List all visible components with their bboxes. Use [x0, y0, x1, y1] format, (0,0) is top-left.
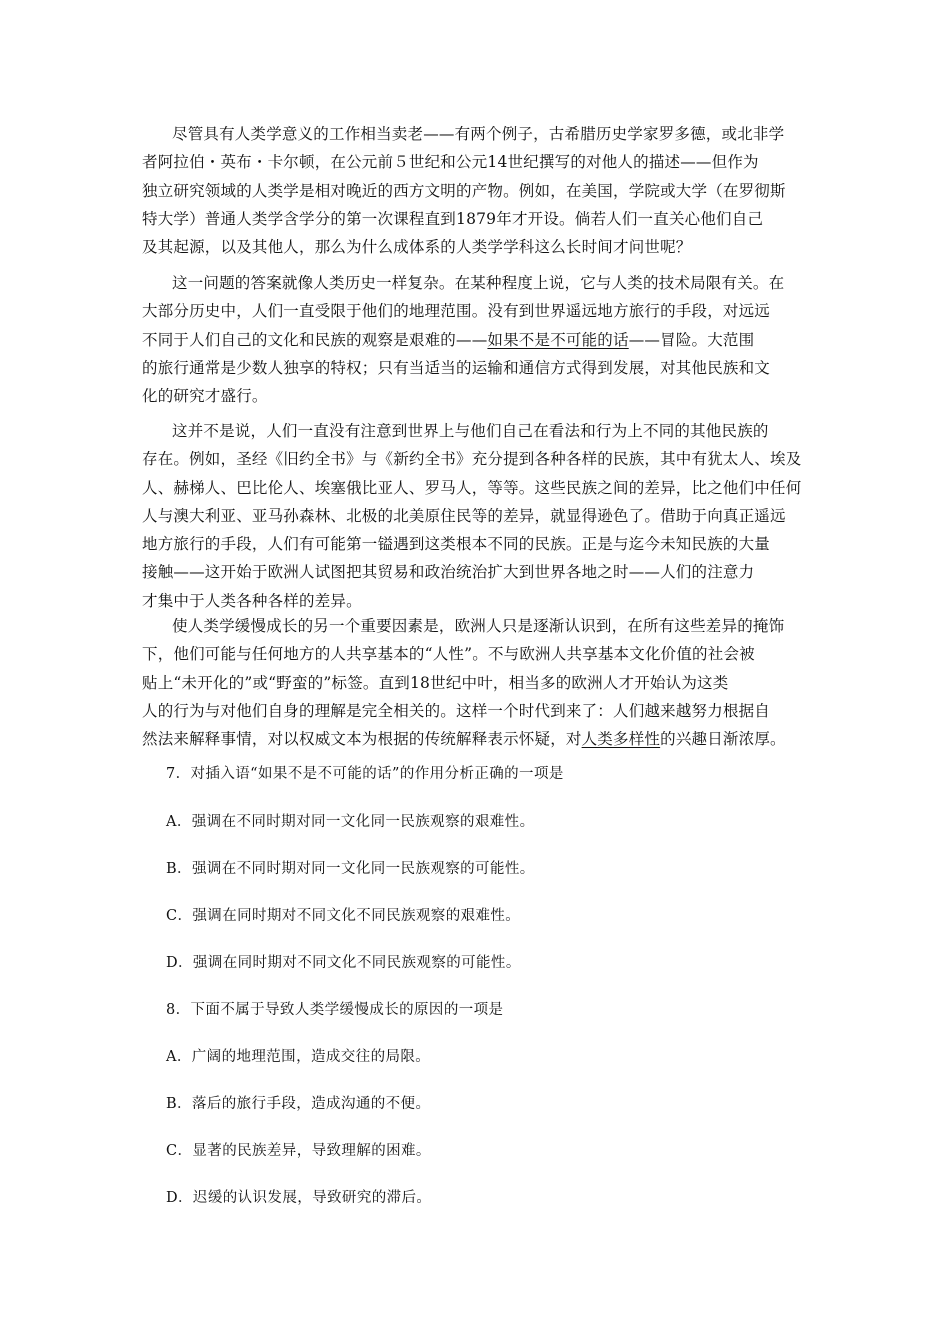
paragraph-line: 大部分历史中，人们一直受限于他们的地理范围。没有到世界遥远地方旅行的手段，对远远 — [142, 302, 771, 321]
paragraph-line: 人、赫梯人、巴比伦人、埃塞俄比亚人、罗马人，等等。这些民族之间的差异，比之他们中任何 — [142, 478, 802, 497]
paragraph-line: 及其起源，以及其他人，那么为什么成体系的人类学学科这么长时间才问世呢？ — [142, 238, 692, 257]
paragraph-line: 存在。例如，圣经《旧约全书》与《新约全书》充分提到各种各样的民族，其中有犹太人、埃及 — [142, 450, 802, 469]
paragraph-3 — [142, 417, 814, 615]
paragraph-line — [142, 725, 814, 753]
paragraph-line: 地方旅行的手段，人们有可能第一镒遇到这类根本不同的民族。正是与迄今未知民族的大量 — [142, 535, 771, 554]
text-segment: 不同于人们自己的文化和民族的观察是艰难的—— — [142, 330, 488, 349]
text-segment: 然法来解释事情，对以权威文本为根据的传统解释表示怀疑，对 — [142, 730, 582, 749]
paragraph-line: 下，他们可能与任何地方的人共享基本的“人性”。不与欧洲人共享基本文化价值的社会被 — [142, 645, 755, 664]
question-8-option-c: C．显著的民族差异，导致理解的困难。 — [166, 1143, 431, 1159]
paragraph-line: 特大学）普通人类学含学分的第一次课程直到1879年才开设。倘若人们一直关心他们自己 — [142, 209, 764, 228]
paragraph-line: 人的行为与对他们自身的理解是完全相关的。这样一个时代到来了：人们越来越努力根据自 — [142, 701, 771, 720]
question-8-option-d: D．迟缓的认识发展，导致研究的滞后。 — [166, 1190, 432, 1206]
paragraph-line: 接触——这开始于欧洲人试图把其贸易和政治统治扩大到世界各地之时——人们的注意力 — [142, 563, 755, 582]
paragraph-line: 化的研究才盛行。 — [142, 387, 268, 406]
paragraph-line: 这并不是说，人们一直没有注意到世界上与他们自己在看法和行为上不同的其他民族的 — [172, 422, 769, 440]
paragraph-line: 贴上“未开化的”或“野蛮的”标签。直到18世纪中叶，相当多的欧洲人才开始认为这类 — [142, 673, 729, 692]
paragraph-line: 才集中于人类各种各样的差异。 — [142, 591, 362, 610]
paragraph-line — [142, 326, 814, 354]
underlined-phrase: 人类多样性 — [581, 730, 661, 749]
paragraph-line: 者阿拉伯・英布・卡尔顿，在公元前５世纪和公元14世纪撰写的对他人的描述——但作为 — [142, 153, 759, 172]
question-7-option-b: B．强调在不同时期对同一文化同一民族观察的可能性。 — [166, 861, 535, 877]
paragraph-line: 这一问题的答案就像人类历史一样复杂。在某种程度上说，它与人类的技术局限有关。在 — [172, 274, 785, 292]
question-7-option-d: D．强调在同时期对不同文化不同民族观察的可能性。 — [166, 955, 521, 971]
paragraph-line: 独立研究领域的人类学是相对晚近的西方文明的产物。例如，在美国，学院或大学（在罗彻斯 — [142, 181, 786, 200]
paragraph-line: 的旅行通常是少数人独享的特权；只有当适当的运输和通信方式得到发展，对其他民族和文 — [142, 358, 771, 377]
question-8-option-a: A．广阔的地理范围，造成交往的局限。 — [166, 1049, 431, 1065]
text-segment: ——冒险。大范围 — [628, 330, 755, 349]
paragraph-4 — [142, 612, 814, 753]
question-8-stem: 8．下面不属于导致人类学缓慢成长的原因的一项是 — [166, 1002, 504, 1018]
paragraph-1 — [142, 120, 814, 261]
paragraph-line: 使人类学缓慢成长的另一个重要因素是，欧洲人只是逐渐认识到，在所有这些差异的掩饰 — [172, 617, 785, 635]
question-8-option-b: B．落后的旅行手段，造成沟通的不便。 — [166, 1096, 431, 1112]
question-7-option-c: C．强调在同时期对不同文化不同民族观察的艰难性。 — [166, 908, 521, 924]
paragraph-2 — [142, 269, 814, 410]
question-7-option-a: A．强调在不同时期对同一文化同一民族观察的艰难性。 — [166, 814, 535, 830]
paragraph-line: 尽管具有人类学意义的工作相当卖老——有两个例子，古希腊历史学家罗多德，或北非学 — [172, 125, 785, 143]
text-segment: 的兴趣日渐浓厚。 — [660, 730, 786, 749]
paragraph-line: 人与澳大利亚、亚马孙森林、北极的北美原住民等的差异，就显得逊色了。借助于向真正遥远 — [142, 506, 786, 525]
question-7-stem: 7．对插入语“如果不是不可能的话”的作用分析正确的一项是 — [166, 766, 564, 782]
underlined-phrase: 如果不是不可能的话 — [487, 330, 629, 349]
